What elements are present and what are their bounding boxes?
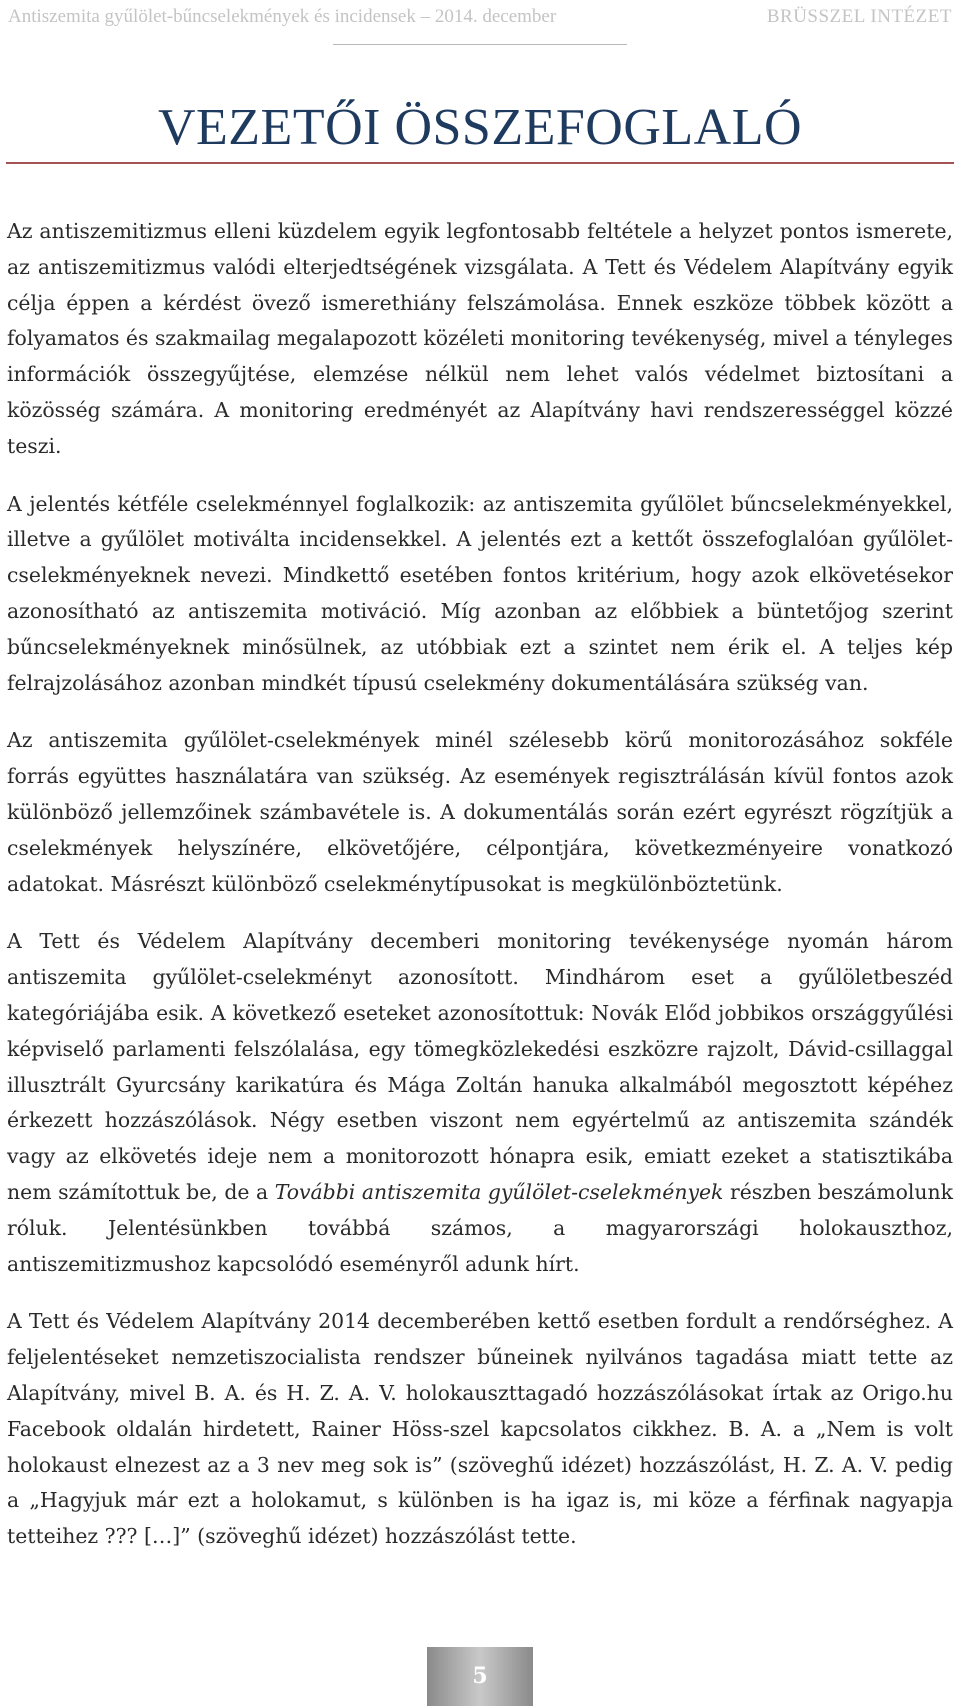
paragraph-2: A jelentés kétféle cselekménnyel foglalkozik: az antiszemita gyűlölet bűncselekményekkel, illetve a gyűlölet motiválta incidensekkel. A jelentés ezt a kettőt összefoglalóan gyűlölet-cselekményeknek nevezi. Mindkettő esetében fontos kritérium, hogy azok elkövetésekor azonosítható az antiszemita motiváció. Míg azonban az előbbiek a büntetőjog szerint bűncselekményeknek minősülnek, az utóbbiak ezt a szintet nem érik el. A teljes kép felrajzolásához azonban mindkét típusú cselekmény dokumentálására szükség van. [7,491,953,695]
header-divider [333,44,627,45]
paragraph-4-text-before: A Tett és Védelem Alapítvány decemberi monitoring tevékenysége nyomán három antiszemita gyűlölet-cselekményt azonosított. Mindhárom eset a gyűlöletbeszéd kategóriájába esik. A következő eseteket azonosítottuk: Novák Előd jobbikos országgyűlési képviselő parlamenti felszólalása, egy tömegközlekedési eszközre rajzolt, Dávid-csillaggal illusztrált Gyurcsány karikatúra és Mága Zoltán hanuka alkalmából megosztott képéhez érkezett hozzászólások. Négy esetben viszont nem egyértelmű az antiszemita szándék vagy az elkövetés ideje nem a monitorozott hónapra esik, emiatt ezeket a statisztikába nem számítottuk be, de a [7,929,953,1204]
title-divider [6,162,954,164]
page-number-box [427,1647,533,1706]
page-number: 5 [472,1663,488,1689]
paragraph-5: A Tett és Védelem Alapítvány 2014 decemberében kettő esetben fordult a rendőrséghez. A feljelentéseket nemzetiszocialista rendszer bűneinek nyilvános tagadása miatt tette az Alapítvány, mivel B. A. és H. Z. A. V. holokauszttagadó hozzászólásokat írtak az Origo.hu Facebook oldalán hirdetett, Rainer Höss-szel kapcsolatos cikkhez. B. A. a „Nem is volt holokaust elnezest az a 3 nev meg sok is” (szöveghű idézet) hozzászólást, H. Z. A. V. pedig a „Hagyjuk már ezt a holokamut, s különben is ha igaz is, mi köze a férfinak nagyapja tetteihez ??? […]” (szöveghű idézet) hozzászólást tette. [7,1309,953,1549]
paragraph-3: Az antiszemita gyűlölet-cselekmények minél szélesebb körű monitorozásához sokféle forrás együttes használatára van szükség. Az események regisztrálásán kívül fontos azok különböző jellemzőinek számbavétele is. A dokumentálás során ezért egyrészt rögzítjük a cselekmények helyszínére, elkövetőjére, célpontjára, következményeire vonatkozó adatokat. Másrészt különböző cselekménytípusokat is megkülönböztetünk. [7,728,953,896]
page-title: VEZETŐI ÖSSZEFOGLALÓ [157,99,803,156]
body-text [7,214,953,1577]
paragraph-4 [7,924,953,1282]
paragraph-1: Az antiszemitizmus elleni küzdelem egyik legfontosabb feltétele a helyzet pontos ismerete, az antiszemitizmus valódi elterjedtségének vizsgálata. A Tett és Védelem Alapítvány egyik célja éppen a kérdést övező ismerethiány felszámolása. Ennek eszköze többek között a folyamatos és szakmailag megalapozott közéleti monitoring tevékenység, mivel a tényleges információk összegyűjtése, elemzése nélkül nem lehet valós védelmet biztosítani a közösség számára. A monitoring eredményét az Alapítvány havi rendszerességgel közzé teszi. [7,219,953,458]
header-institute-name: BRÜSSZEL INTÉZET [766,6,952,27]
paragraph-4-section-reference: További antiszemita gyűlölet-cselekmények [274,1179,724,1204]
running-header [8,6,952,32]
paragraph-4-text-after: részben beszámolunk róluk. Jelentésünkben továbbá számos, a magyarországi holokauszthoz, antiszemitizmushoz kapcsolódó eseményről adunk hírt. [7,1179,953,1276]
header-document-title: Antiszemita gyűlölet-bűncselekmények és incidensek – 2014. december [8,6,557,27]
